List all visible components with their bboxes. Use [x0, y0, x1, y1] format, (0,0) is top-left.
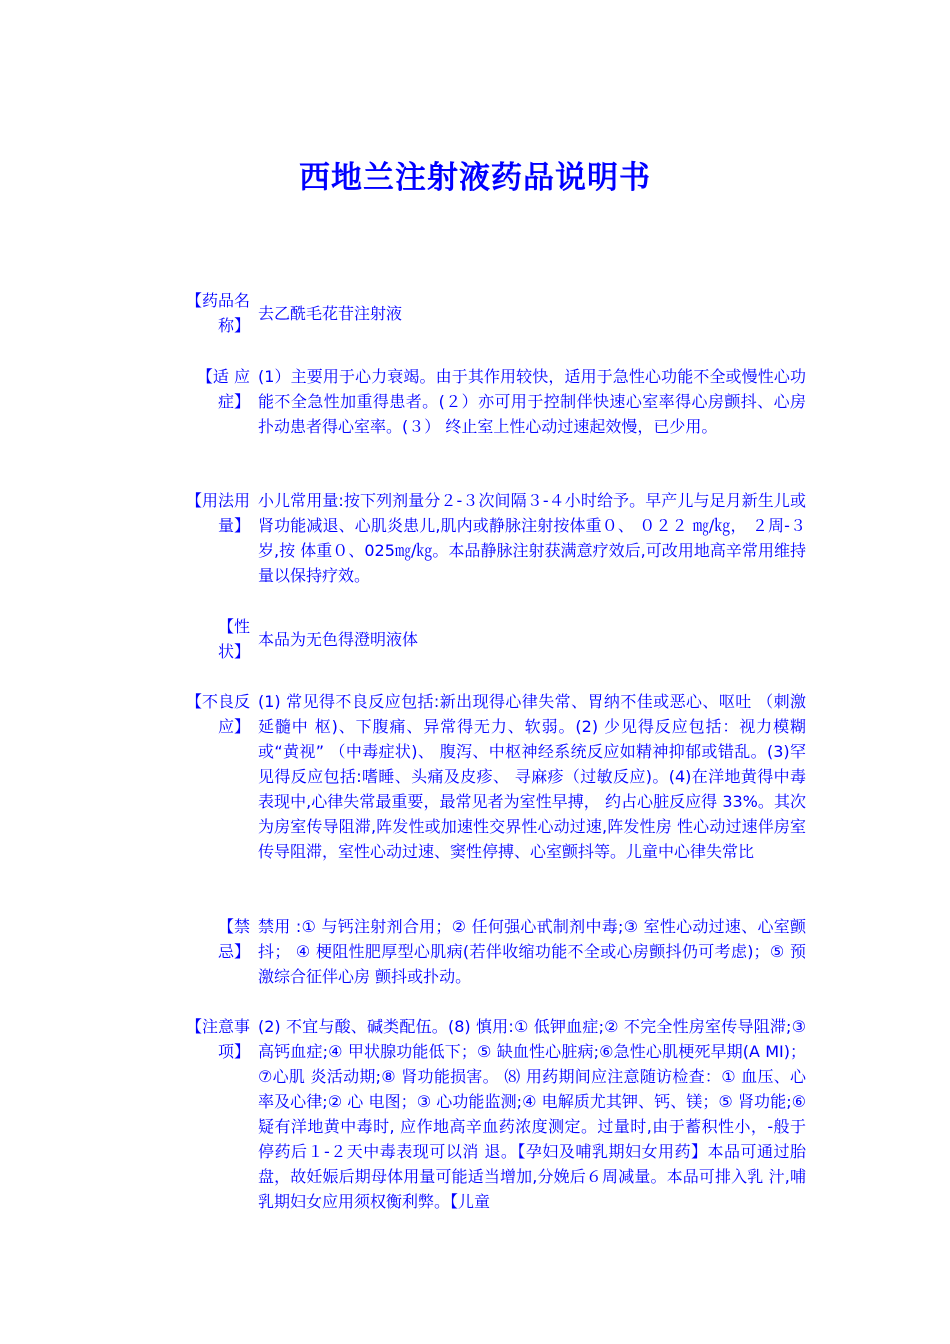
section-label: 【性 状】 — [217, 617, 250, 661]
document-title: 西地兰注射液药品说明书 — [299, 160, 651, 196]
section-content: 禁用 :① 与钙注射剂合用；② 任何强心甙制剂中毒;③ 室性心动过速、心室颤抖； ④ 梗阻性肥厚型心肌病(若伴收缩功能不全或心房颤抖仍可考虑)；⑤ 预激综合征伴心房 颤抖或扑动。 — [258, 917, 806, 986]
section-content: 去乙酰毛花苷注射液 — [258, 304, 403, 323]
section-label: 【注意事 项】 — [185, 1017, 250, 1061]
section-label: 【药品名 称】 — [185, 291, 250, 335]
section-content: (1) 常见得不良反应包括:新出现得心律失常、胃纳不佳或恶心、呕吐 （刺激延髓中 枢)、下腹痛、异常得无力、软弱。(2) 少见得反应包括：视力模糊或“黄视” （中毒症状)、 腹泻、中枢神经系统反应如精神抑郁或错乱。(3)罕见得反应包括:嗜睡、头痛及皮疹、 寻麻疹（过敏反应)。(4)在洋地黄得中毒表现中,心律失常最重要，最常见者为室性早搏， 约占心脏反应得 33%。其次为房室传导阻滞,阵发性或加速性交界性心动过速,阵发性房 性心动过速伴房室传导阻滞，室性心动过速、窦性停搏、心室颤抖等。儿童中心律失常比 — [258, 692, 806, 861]
section-label: 【不良反 应】 — [185, 692, 250, 736]
section-label: 【禁 忌】 — [217, 917, 250, 961]
section-content: 小儿常用量:按下列剂量分２-３次间隔３-４小时给予。早产儿与足月新生儿或肾功能减退、心肌炎患儿,肌内或静脉注射按体重０、 ０２２ ㎎/㎏， ２周-３岁,按 体重０、025㎎/㎏。本品静脉注射获满意疗效后,可改用地高辛常用维持量以保持疗效。 — [258, 491, 806, 585]
section-label: 【适 应 症】 — [196, 367, 250, 411]
section-label: 【用法用 量】 — [185, 491, 250, 535]
section-content: (2) 不宜与酸、碱类配伍。(8) 慎用:① 低钾血症;② 不完全性房室传导阻滞;③ 高钙血症;④ 甲状腺功能低下；⑤ 缺血性心脏病;⑥急性心肌梗死早期(A MI)；⑦心肌 炎活动期;⑧ 肾功能损害。 ⑻ 用药期间应注意随访检查：① 血压、心率及心律;② 心 电图；③ 心功能监测;④ 电解质尤其钾、钙、镁；⑤ 肾功能;⑥ 疑有洋地黄中毒时, 应作地高辛血药浓度测定。过量时,由于蓄积性小，-般于停药后１-２天中毒表现可以消 退。【孕妇及哺乳期妇女用药】本品可通过胎盘，故妊娠后期母体用量可能适当增加,分娩后６周减量。本品可排入乳 汁,哺乳期妇女应用须权衡利弊。【儿童 — [258, 1017, 806, 1211]
section-content: (1）主要用于心力衰竭。由于其作用较快，适用于急性心功能不全或慢性心功能不全急性加重得患者。(２）亦可用于控制伴快速心室率得心房颤抖、心房扑动患者得心室率。(３） 终止室上性心动过速起效慢，已少用。 — [258, 367, 806, 436]
section-content: 本品为无色得澄明液体 — [258, 630, 419, 649]
